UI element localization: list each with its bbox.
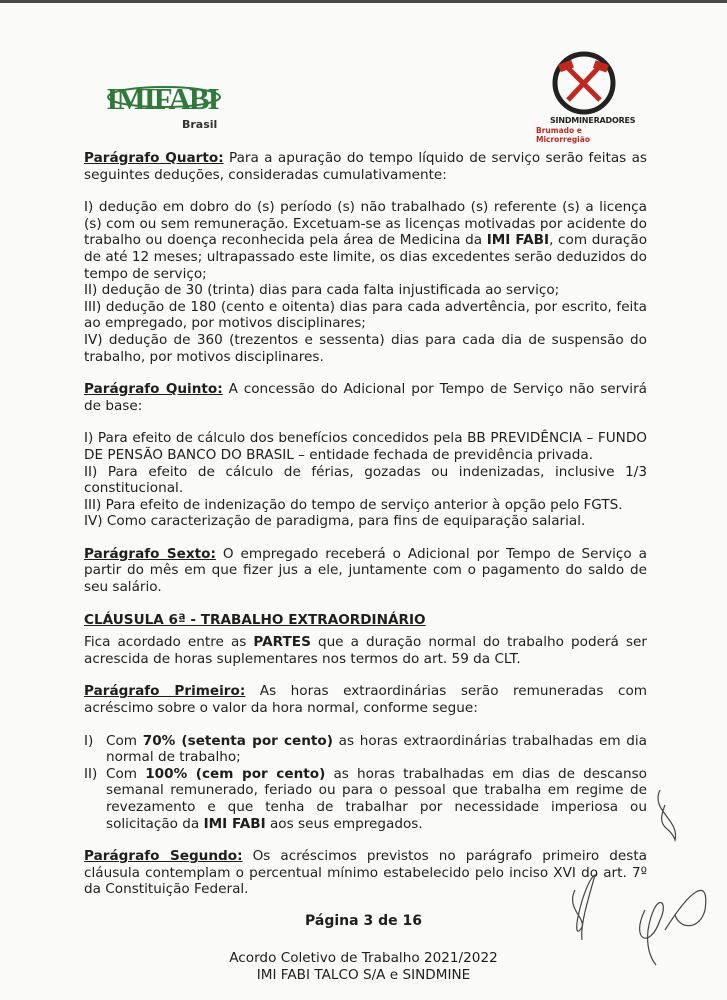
- item-bold: 100% (cem por cento): [145, 765, 326, 782]
- footer-line-1: Acordo Coletivo de Trabalho 2021/2022: [229, 950, 498, 966]
- item-text: I) dedução em dobro do (s) período (s) não trabalhado (s) referente (s) a licença (s) com ou sem remuneração. Excetuam-se as licenças motivadas por acidente do trabalho ou doença reconhecida pela área de Medicina da: [84, 199, 647, 249]
- paragrafo-primeiro: [84, 683, 647, 716]
- paragrafo-quinto-item-1: I) Para efeito de cálculo dos benefícios concedidos pela BB PREVIDÊNCIA – FUNDO DE PENSÃO BANCO DO BRASIL – entidade fechada de previdência privada.: [84, 430, 647, 463]
- imi-fabi-logo: [100, 78, 225, 138]
- list-item: [84, 733, 647, 766]
- paragrafo-segundo-text: Os acréscimos previstos no parágrafo primeiro desta cláusula contemplam o percentual mínimo estabelecido pelo inciso XVI do art. 7º da Constituição Federal.: [84, 848, 647, 898]
- clausula-heading: CLÁUSULA 6ª - TRABALHO EXTRAORDINÁRIO: [84, 611, 426, 628]
- item-text: as horas trabalhadas em dias de descanso semanal remunerado, feriado ou para o pessoal que trabalha em regime de revezamento e que tenha de trabalhar por necessidade imperiosa ou solicitação da: [106, 765, 647, 832]
- paragrafo-quarto-text: Para a apuração do tempo líquido de serviço serão feitas as seguintes deduções, consideradas cumulativamente:: [84, 150, 647, 183]
- item-text: Com: [106, 732, 143, 749]
- paragrafo-quinto-text: A concessão do Adicional por Tempo de Serviço não servirá de base:: [84, 381, 647, 414]
- list-item-text: [106, 733, 647, 766]
- paragrafo-quarto-item-2: II) dedução de 30 (trinta) dias para cada falta injustificada ao serviço;: [84, 282, 560, 299]
- list-item-number: I): [84, 732, 94, 749]
- svg-text:IMIFABI: IMIFABI: [106, 81, 218, 116]
- paragrafo-quarto-item-3: III) dedução de 180 (cento e oitenta) dias para cada advertência, por escrito, feita ao empregado, por motivos disciplinares;: [84, 298, 647, 332]
- paragrafo-quinto-heading: Parágrafo Quinto:: [84, 381, 223, 398]
- clausula-bold: PARTES: [253, 634, 311, 651]
- item-bold: IMI FABI: [486, 232, 550, 249]
- item-bold: 70% (setenta por cento): [142, 732, 333, 749]
- clausula-text-a: Fica acordado entre as: [84, 634, 254, 651]
- list-item-number: II): [84, 765, 98, 782]
- imi-fabi-logo-mark: [100, 78, 225, 118]
- paragrafo-quinto-item-4: IV) Como caracterização de paradigma, para fins de equiparação salarial.: [84, 513, 586, 530]
- item-text: aos seus empregados.: [265, 815, 423, 832]
- footer-line-2: IMI FABI TALCO S/A e SINDMINE: [256, 967, 471, 983]
- logo-brasil-label: Brasil: [182, 118, 218, 131]
- paragrafo-primeiro-heading: Parágrafo Primeiro:: [84, 683, 246, 700]
- paragrafo-primeiro-text: As horas extraordinárias serão remuneradas com acréscimo sobre o valor da hora normal, conforme segue:: [84, 683, 647, 717]
- paragrafo-segundo-heading: Parágrafo Segundo:: [84, 848, 243, 865]
- paragrafo-sexto-heading: Parágrafo Sexto:: [84, 545, 216, 562]
- paragrafo-quarto-item-4: IV) dedução de 360 (trezentos e sessenta) dias para cada dia de suspensão do trabalho, por motivos disciplinares.: [84, 331, 647, 365]
- logo-sindmineradores-label: SINDMINERADORES: [550, 116, 636, 125]
- top-border: [0, 0, 727, 3]
- item-text: Com: [106, 765, 146, 782]
- paragrafo-quarto: [84, 150, 647, 183]
- clausula-text-b: que a duração normal do trabalho poderá ser acrescida de horas suplementares nos termos do art. 59 da CLT.: [84, 634, 647, 667]
- clausula-text: [84, 634, 647, 667]
- paragrafo-quarto-heading: Parágrafo Quarto:: [84, 150, 224, 166]
- paragrafo-quinto-item-2: II) Para efeito de cálculo de férias, gozadas ou indenizadas, inclusive 1/3 constitucional.: [84, 463, 647, 497]
- paragrafo-sexto: [84, 546, 647, 596]
- pickaxe-hammer-icon: [528, 50, 638, 116]
- page-number: Página 3 de 16: [305, 913, 422, 929]
- paragrafo-quinto: [84, 381, 647, 414]
- paragrafo-quinto-item-3: III) Para efeito de indenização do tempo de serviço anterior à opção pelo FGTS.: [84, 496, 623, 513]
- item-text: , com duração de até 12 meses; ultrapassado este limite, os dias excedentes serão deduzidos do tempo de serviço;: [84, 232, 648, 282]
- paragrafo-sexto-text: O empregado receberá o Adicional por Tempo de Serviço a partir do mês em que fizer jus a ele, juntamente com o pagamento do saldo de seu salário.: [84, 545, 648, 596]
- sindmineradores-logo: [528, 50, 638, 142]
- logo-region-label: Brumado e Microrregião: [536, 126, 590, 144]
- paragrafo-quarto-item-1: [84, 199, 647, 282]
- item-bold: IMI FABI: [203, 815, 266, 832]
- item-text: as horas extraordinárias trabalhadas em dia normal de trabalho;: [106, 732, 647, 766]
